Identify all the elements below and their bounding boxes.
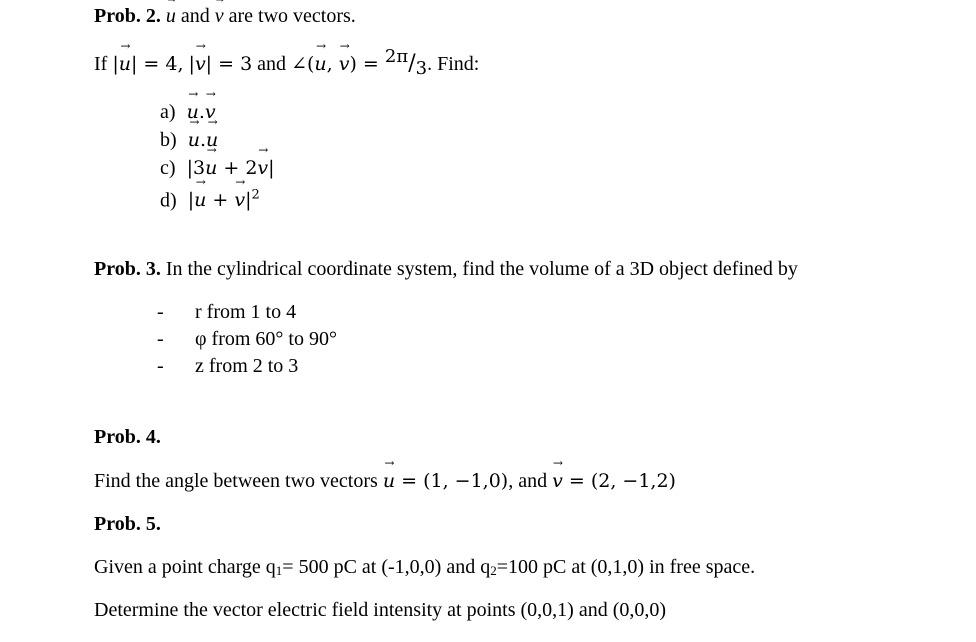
prob5-heading [94, 512, 161, 536]
charge2-subscript: 2 [490, 563, 497, 578]
magnitude-u-value: 4 [165, 53, 178, 75]
prob5-text-line2: Determine the vector electric field intensity at points (0,0,1) and (0,0,0) [94, 599, 667, 621]
magnitude-u-expr: |→ u| = [112, 53, 165, 75]
prob3-heading [94, 257, 798, 281]
prob2-item-c [160, 156, 275, 180]
prob2-heading [94, 4, 356, 28]
prob4-heading [94, 425, 161, 449]
prob5-line1 [94, 555, 755, 583]
angle-denominator: 3 [415, 58, 428, 79]
prob4-label: Prob. 4. [94, 426, 161, 448]
find-text: . Find: [427, 53, 480, 75]
prob2-label: Prob. 2. [94, 5, 161, 27]
item-expr-d: |→ u + → $v|^2$ [182, 189, 260, 211]
prob4-text-line [94, 469, 676, 493]
condition-text: r from 1 to 4 [195, 301, 297, 323]
dash-bullet: - [157, 355, 164, 377]
vector-u: → u [166, 4, 176, 28]
item-letter: a) [160, 101, 176, 123]
prob4-and: , and [508, 470, 548, 492]
vector-v: → v [215, 4, 224, 28]
prob2-item-d [160, 184, 260, 212]
magnitude-v-value: 3 [240, 53, 253, 75]
item-expr-c: |3→ u + 2→ v| [181, 157, 275, 179]
item-letter: c) [160, 157, 176, 179]
magnitude-v-expr: |→ v| = [189, 53, 241, 75]
prob5-line2 [94, 598, 666, 622]
if-text: If [94, 53, 108, 75]
item-letter: d) [160, 189, 177, 212]
dash-bullet: - [157, 301, 164, 323]
prob2-intro-and: and [180, 5, 210, 27]
angle-numerator: 2π [384, 46, 409, 67]
item-letter: b) [160, 129, 177, 151]
prob5-text-c: =100 pC at (0,1,0) in free space. [496, 556, 756, 578]
prob4-u-value: (1, −1,0) [423, 470, 509, 492]
prob4-v-expr: → v = [552, 470, 591, 492]
condition-text: z from 2 to 3 [195, 355, 299, 377]
item-expr-b: → u.→ u [182, 129, 219, 151]
prob2-given: If |→ u| = 4, |→ v| = 3 and ∠(→ u, → v) = 2π/3. Find: [94, 52, 479, 77]
prob4-u-expr: → u = [383, 470, 423, 492]
condition-text: φ from 60° to 90° [195, 328, 337, 350]
prob4-text: Find the angle between two vectors [94, 470, 378, 492]
item-expr-a: → u.→ v [181, 101, 216, 123]
prob5-text-a: Given a point charge q [94, 556, 276, 578]
prob2-intro-end: are two vectors. [228, 5, 356, 27]
prob5-label: Prob. 5. [94, 513, 161, 535]
and-word: and [257, 53, 287, 75]
prob4-v-value: (2, −1,2) [590, 470, 676, 492]
prob3-text: In the cylindrical coordinate system, find the volume of a 3D object defined by [165, 258, 798, 280]
dash-bullet: - [157, 328, 164, 350]
prob3-label: Prob. 3. [94, 258, 161, 280]
charge1-subscript: 1 [275, 563, 283, 578]
prob5-text-b: = 500 pC at (-1,0,0) and q [282, 556, 491, 578]
angle-expr: ∠(→ u, → v) = [291, 53, 385, 75]
